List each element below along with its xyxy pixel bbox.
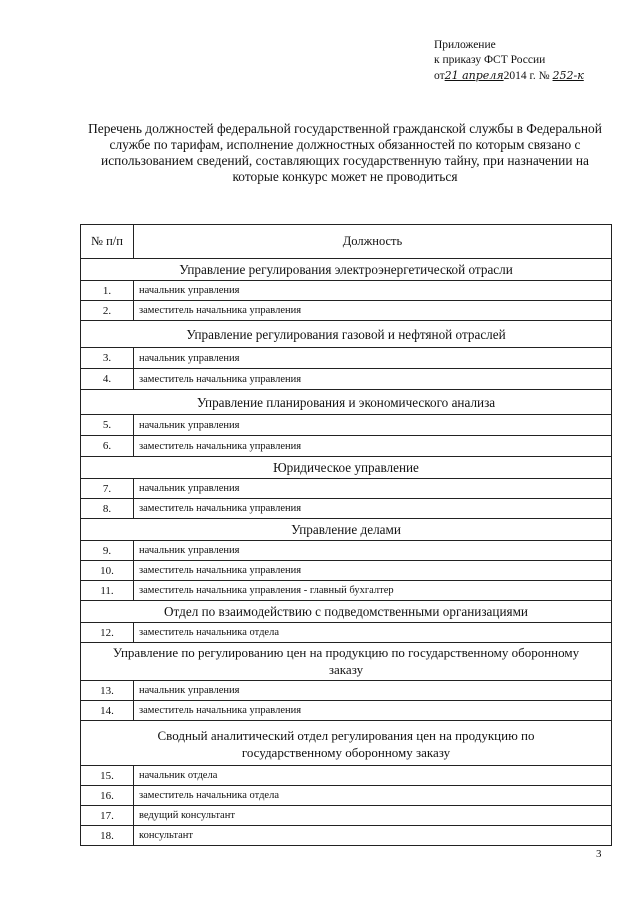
- row-number: 10.: [81, 561, 134, 581]
- row-position: заместитель начальника управления: [134, 301, 612, 321]
- appendix-header: [434, 38, 584, 84]
- order-date-line: [434, 68, 584, 84]
- row-number: 17.: [81, 806, 134, 826]
- section-heading: Управление регулирования газовой и нефтяной отраслей: [81, 321, 612, 348]
- table-row: [81, 806, 612, 826]
- row-number: 11.: [81, 581, 134, 601]
- row-position: начальник управления: [134, 479, 612, 499]
- table-row: [81, 281, 612, 301]
- table-row: [81, 623, 612, 643]
- table-header-row: [81, 225, 612, 259]
- table-row: [81, 826, 612, 846]
- page-number: 3: [596, 848, 602, 860]
- row-position: заместитель начальника управления: [134, 701, 612, 721]
- row-position: начальник управления: [134, 681, 612, 701]
- section-heading: Управление делами: [81, 519, 612, 541]
- row-number: 14.: [81, 701, 134, 721]
- section-heading: Управление регулирования электроэнергетической отрасли: [81, 259, 612, 281]
- table-row: [81, 415, 612, 436]
- row-position: заместитель начальника управления: [134, 369, 612, 390]
- row-number: 7.: [81, 479, 134, 499]
- column-header-position: Должность: [134, 225, 612, 259]
- date-prefix: от: [434, 70, 445, 82]
- table-row: [81, 541, 612, 561]
- row-position: заместитель начальника управления: [134, 436, 612, 457]
- table-row: [81, 348, 612, 369]
- order-reference: к приказу ФСТ России: [434, 54, 546, 66]
- row-position: начальник отдела: [134, 766, 612, 786]
- handwritten-order-number: 252-к: [552, 69, 584, 82]
- row-number: 4.: [81, 369, 134, 390]
- row-number: 12.: [81, 623, 134, 643]
- row-number: 6.: [81, 436, 134, 457]
- section-heading: Сводный аналитический отдел регулирования цен на продукцию по государственному оборонному заказу: [81, 721, 612, 766]
- row-position: консультант: [134, 826, 612, 846]
- row-position: начальник управления: [134, 415, 612, 436]
- table-row: [81, 436, 612, 457]
- section-heading: Управление по регулированию цен на продукцию по государственному оборонному заказу: [81, 643, 612, 681]
- table-row: [81, 581, 612, 601]
- row-position: заместитель начальника управления: [134, 561, 612, 581]
- section-heading: Юридическое управление: [81, 457, 612, 479]
- row-number: 16.: [81, 786, 134, 806]
- row-position: заместитель начальника управления: [134, 499, 612, 519]
- handwritten-date: 21 апреля: [444, 69, 504, 82]
- table-row: [81, 499, 612, 519]
- row-position: начальник управления: [134, 541, 612, 561]
- table-row: [81, 561, 612, 581]
- column-header-number: № п/п: [81, 225, 134, 259]
- row-number: 2.: [81, 301, 134, 321]
- table-row: [81, 701, 612, 721]
- table-row: [81, 766, 612, 786]
- positions-table: [80, 224, 612, 846]
- table-row: [81, 301, 612, 321]
- row-number: 5.: [81, 415, 134, 436]
- row-position: заместитель начальника отдела: [134, 786, 612, 806]
- document-title: Перечень должностей федеральной государственной гражданской службы в Федеральной службе по тарифам, исполнение должностных обязанностей по которым связано с использованием сведений, составляющих государственную тайну, при назначении на которые конкурс может не проводиться: [88, 121, 602, 184]
- row-position: начальник управления: [134, 281, 612, 301]
- table-row: [81, 369, 612, 390]
- row-position: заместитель начальника управления - главный бухгалтер: [134, 581, 612, 601]
- row-number: 15.: [81, 766, 134, 786]
- table-row: [81, 786, 612, 806]
- row-number: 18.: [81, 826, 134, 846]
- row-number: 13.: [81, 681, 134, 701]
- year-text: 2014 г. №: [503, 70, 550, 82]
- table-row: [81, 479, 612, 499]
- row-position: ведущий консультант: [134, 806, 612, 826]
- section-heading: Управление планирования и экономического анализа: [81, 390, 612, 415]
- row-number: 1.: [81, 281, 134, 301]
- row-position: начальник управления: [134, 348, 612, 369]
- table-row: [81, 681, 612, 701]
- row-number: 8.: [81, 499, 134, 519]
- row-position: заместитель начальника отдела: [134, 623, 612, 643]
- appendix-label: Приложение: [434, 39, 496, 51]
- row-number: 3.: [81, 348, 134, 369]
- section-heading: Отдел по взаимодействию с подведомственными организациями: [81, 601, 612, 623]
- row-number: 9.: [81, 541, 134, 561]
